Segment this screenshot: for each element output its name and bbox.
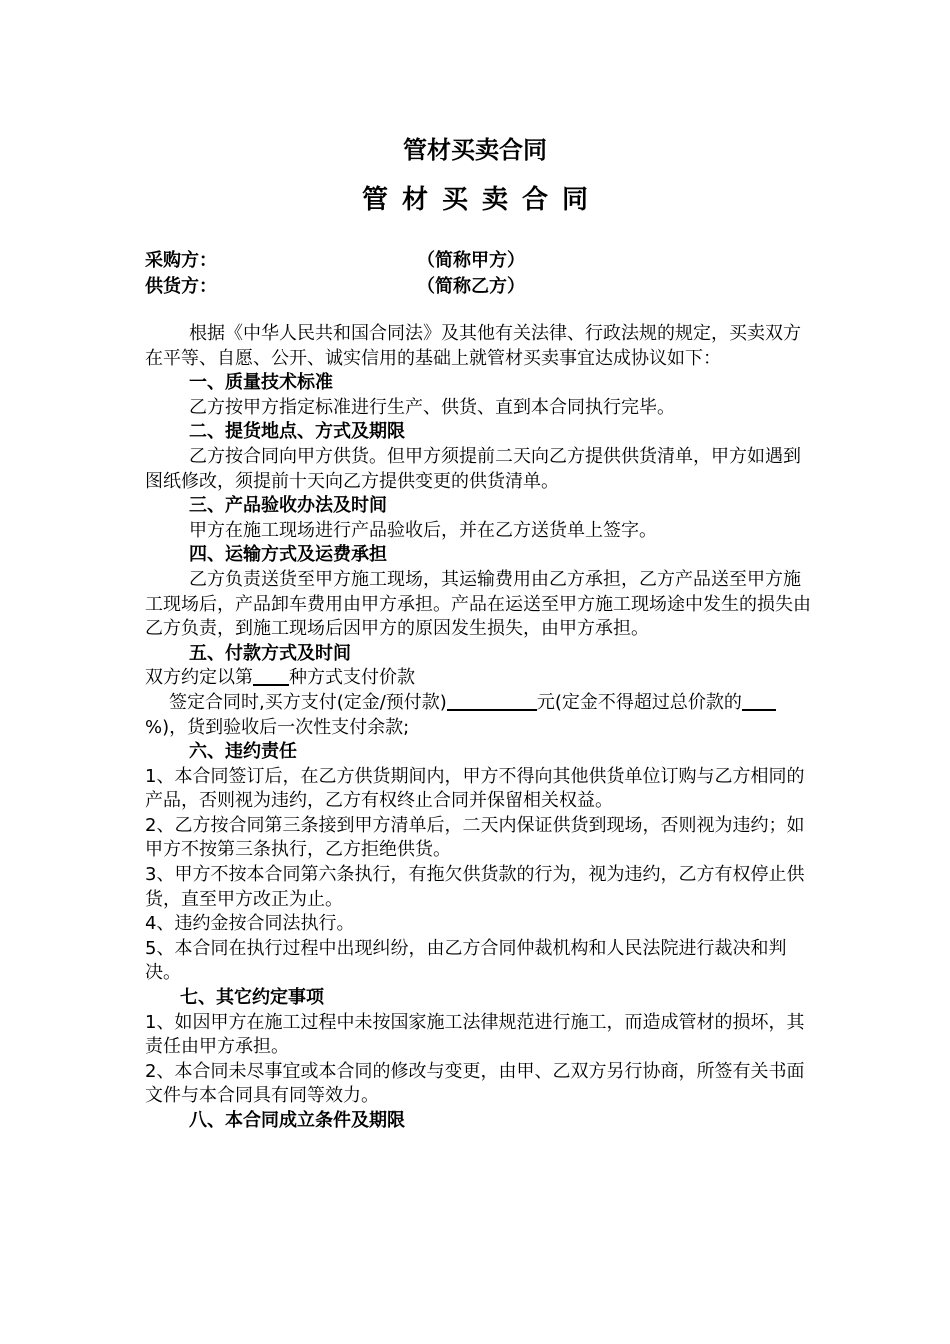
payment-method-prefix: 双方约定以第 xyxy=(145,667,253,689)
deposit-suffix: %)，货到验收后一次性支付余款; xyxy=(145,716,410,738)
section-1-title: 一、质量技术标准 xyxy=(189,372,333,394)
seller-abbr: （简称乙方） xyxy=(417,276,525,297)
deposit-percent-blank[interactable] xyxy=(742,691,776,711)
contract-body xyxy=(145,322,815,1134)
section-7-item: 2、本合同未尽事宜或本合同的修改与变更，由甲、乙双方另行协商，所签有关书面文件与本合同具有同等效力。 xyxy=(145,1060,805,1107)
deposit-prefix: 签定合同时,买方支付(定金/预付款) xyxy=(169,691,447,713)
section-5-line-1 xyxy=(145,666,815,691)
section-5-line-2 xyxy=(145,691,815,740)
section-4-text: 乙方负责送货至甲方施工现场，其运输费用由乙方承担，乙方产品送至甲方施工现场后，产品卸车费用由甲方承担。产品在运送至甲方施工现场途中发生的损失由乙方负责，到施工现场后因甲方的原因发生损失，由甲方承担。 xyxy=(145,568,811,640)
section-7-item: 1、如因甲方在施工过程中未按国家施工法律规范进行施工，而造成管材的损坏，其责任由甲方承担。 xyxy=(145,1011,805,1058)
buyer-abbr: （简称甲方） xyxy=(417,250,525,271)
payment-method-suffix: 种方式支付价款 xyxy=(289,667,415,689)
seller-label: 供货方： xyxy=(145,276,217,297)
deposit-amount-blank[interactable] xyxy=(447,691,537,711)
intro-paragraph: 根据《中华人民共和国合同法》及其他有关法律、行政法规的规定，买卖双方在平等、自愿、公开、诚实信用的基础上就管材买卖事宜达成协议如下： xyxy=(145,323,801,369)
section-6-title: 六、违约责任 xyxy=(189,741,297,763)
section-2-text: 乙方按合同向甲方供货。但甲方须提前二天向乙方提供供货清单，甲方如遇到图纸修改，须提前十天向乙方提供变更的供货清单。 xyxy=(145,445,801,492)
section-6-item: 5、本合同在执行过程中出现纠纷，由乙方合同仲裁机构和人民法院进行裁决和判决。 xyxy=(145,937,787,984)
seller-line xyxy=(145,273,525,301)
section-3-title: 三、产品验收办法及时间 xyxy=(189,495,387,517)
section-1-text: 乙方按甲方指定标准进行生产、供货、直到本合同执行完毕。 xyxy=(189,396,675,418)
section-6-item: 4、违约金按合同法执行。 xyxy=(145,913,355,935)
section-4-title: 四、运输方式及运费承担 xyxy=(189,544,387,566)
document-title: 管材买卖合同 xyxy=(403,136,547,164)
section-3-text: 甲方在施工现场进行产品验收后，并在乙方送货单上签字。 xyxy=(189,519,657,541)
section-8-title: 八、本合同成立条件及期限 xyxy=(189,1110,405,1131)
section-7-title: 七、其它约定事项 xyxy=(180,987,324,1009)
deposit-middle: 元(定金不得超过总价款的 xyxy=(536,691,742,713)
section-5-title: 五、付款方式及时间 xyxy=(189,642,351,664)
section-2-title: 二、提货地点、方式及期限 xyxy=(189,421,405,443)
section-6-item: 3、甲方不按本合同第六条执行，有拖欠供货款的行为，视为违约，乙方有权停止供货，直至甲方改正为止。 xyxy=(145,864,805,910)
buyer-label: 采购方： xyxy=(145,250,217,271)
payment-method-blank[interactable] xyxy=(253,666,289,686)
document-title-spaced: 管材买卖合同 xyxy=(361,185,602,215)
buyer-line xyxy=(145,247,525,275)
section-6-item: 1、本合同签订后，在乙方供货期间内，甲方不得向其他供货单位订购与乙方相同的产品，否则视为违约，乙方有权终止合同并保留相关权益。 xyxy=(145,765,805,812)
section-6-item: 2、乙方按合同第三条接到甲方清单后，二天内保证供货到现场，否则视为违约；如甲方不按第三条执行，乙方拒绝供货。 xyxy=(145,814,805,861)
